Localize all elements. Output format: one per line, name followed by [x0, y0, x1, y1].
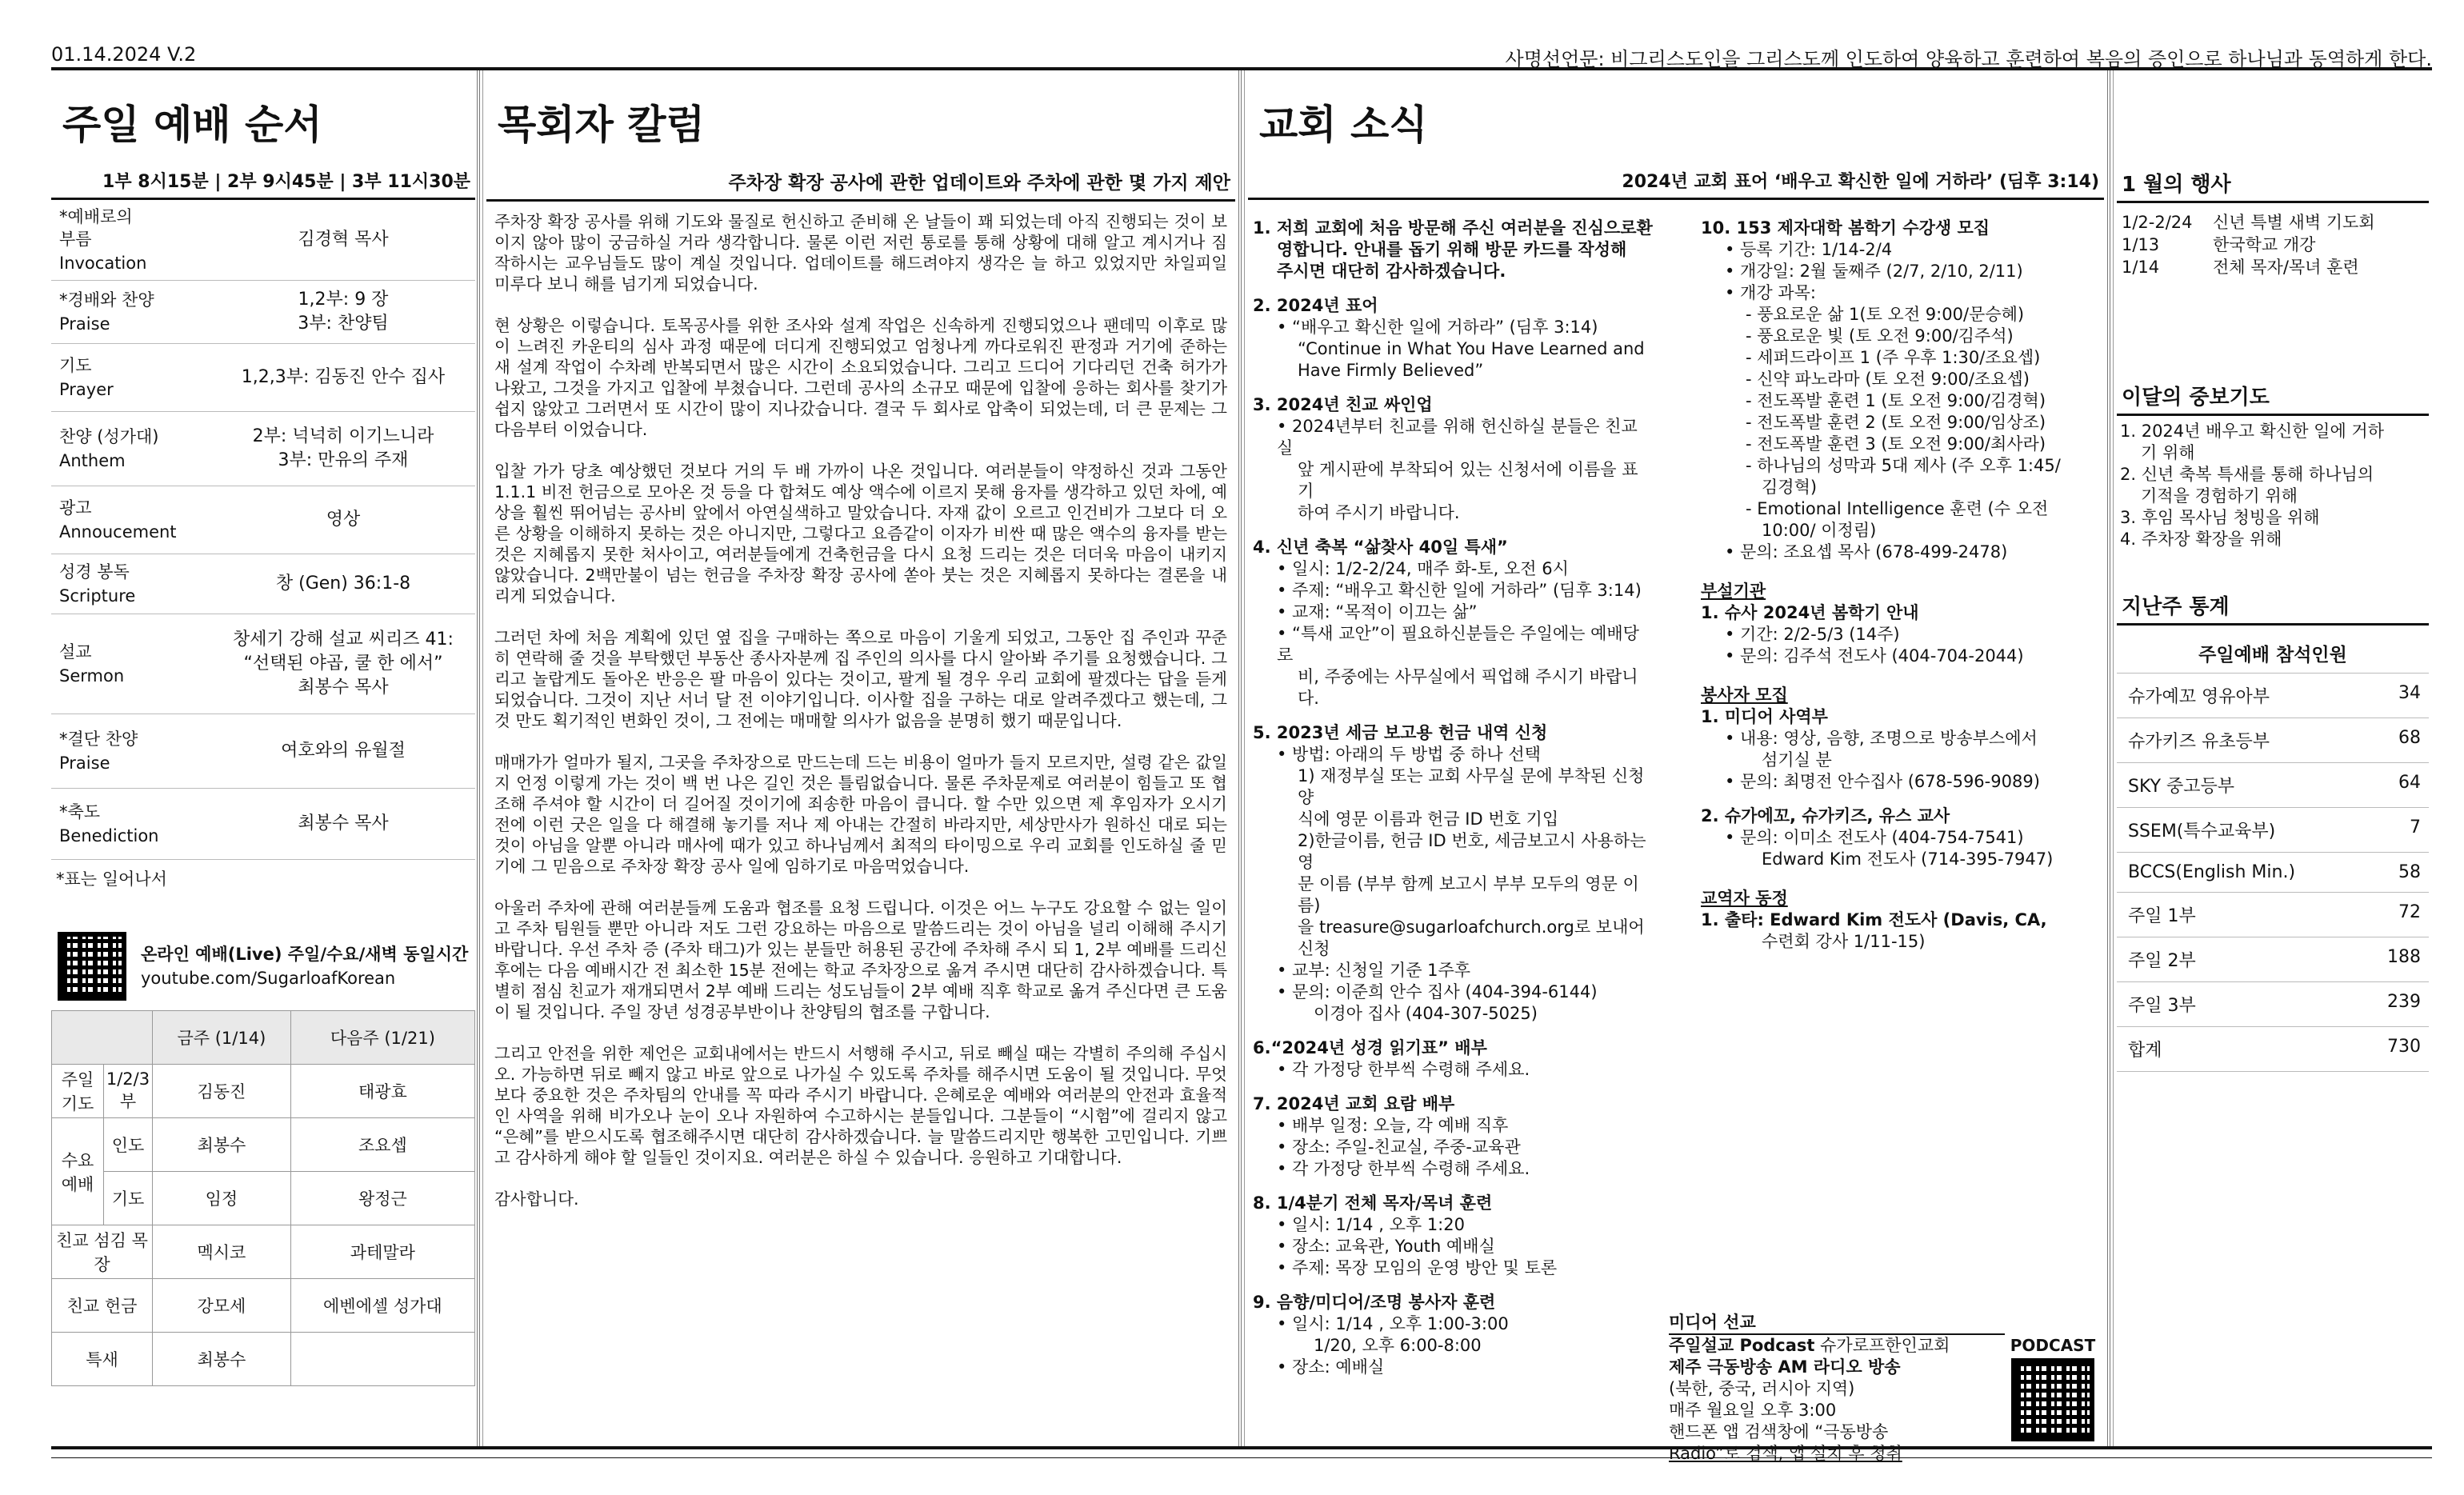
- service-item-ko: 기도: [59, 356, 92, 375]
- media-mission: [1669, 1312, 2101, 1465]
- duty-row: [52, 1225, 475, 1279]
- news-line: 3. 2024년 친교 싸인업: [1253, 395, 1433, 414]
- prayer-item: 3. 후임 목사님 청빙을 위해: [2120, 508, 2320, 527]
- news-line: 2. 2024년 표어: [1253, 296, 1378, 315]
- radio-app-note: 핸드폰 앱 검색창에 “극동방송: [1669, 1422, 1889, 1441]
- service-item: [51, 789, 475, 860]
- service-item-ko: *경배와 찬양: [59, 290, 154, 310]
- news-line: • 문의: 최명전 안수집사 (678-596-9089): [1725, 772, 2040, 791]
- news-line: 비, 주중에는 사무실에서 픽업해 주시기 바랍니다.: [1298, 667, 1638, 708]
- news-line: • 방법: 아래의 두 방법 중 하나 선택: [1277, 745, 1541, 764]
- attendance-count: 64: [2398, 773, 2421, 793]
- duty-sub: 1/2/3 부: [104, 1065, 153, 1118]
- column-paragraph: 매매가가 얼마가 될지, 그곳을 주차장으로 만드는데 드는 비용이 얼마가 들지 모르지만, 설령 같은 값일지 언정 이렇게 가는 것이 백 번 나은 길인 것은 틀림없습니다. 물론 주차문제로 여러분이 힘들고 또 협조해 주셔야 할 시간이 더 길어질 것이기에 죄송한 마음이 큽니다. 할 수만 있으면 제 후임자가 오시기 전에 이런 굿은 일을 다 해결해 놓기를 저나 제 아내는 간절히 바라지만, 세상만사가 원하신 대로 되는 것이 아님을 알뿐 아니라 매사에 때가 있고 하나님께서 최적의 타이밍으로 우리 교회를 인도하실 줄 믿기에 그 믿음으로 주차장 확장 공사 일에 임하기로 마음먹었습니다.: [494, 753, 1227, 876]
- news-line: • 문의: 이미소 전도사 (404-754-7541): [1725, 828, 2024, 847]
- attendance-count: 7: [2410, 817, 2421, 837]
- version-label: 01.14.2024 V.2: [51, 43, 197, 66]
- news-line: 1. 저희 교회에 처음 방문해 주신 여러분을 진심으로환: [1253, 218, 1653, 238]
- service-item: [51, 714, 475, 789]
- pastor-column-section: [486, 77, 1235, 1446]
- attendance-name: 주일 1부: [2128, 906, 2196, 926]
- news-line: 10:00/ 이정림): [1762, 521, 1877, 540]
- news-line: - 신약 파노라마 (토 오전 9:00/조요셉): [1746, 370, 2030, 389]
- attendance-name: SKY 중고등부: [2128, 777, 2235, 797]
- attendance-name: SSEM(특수교육부): [2128, 821, 2276, 841]
- news-line: - 전도폭발 훈련 2 (토 오전 9:00/임상조): [1746, 413, 2046, 432]
- duty-label: 특새: [52, 1333, 153, 1386]
- news-line: • 장소: 주일-친교실, 주중-교육관: [1277, 1137, 1521, 1157]
- news-line: • 기간: 2/2-5/3 (14주): [1725, 625, 1900, 644]
- service-item-value: 창세기 강해 설교 씨리즈 41: “선택된 야곱, 쿨 한 에서” 최봉수 목사: [233, 630, 454, 698]
- news-line: • 교재: “목적이 이끄는 삶”: [1277, 602, 1478, 622]
- duty-this-week: 강모세: [153, 1279, 291, 1333]
- duty-row: [52, 1172, 475, 1225]
- news-line: 1. 출타: Edward Kim 전도사 (Davis, CA,: [1701, 910, 2047, 929]
- column-paragraph: 아울러 주차에 관해 여러분들께 도움과 협조를 요청 드립니다. 이것은 어느 누구도 강요할 수 없는 일이고 주차 팀원들 뿐만 아니라 저도 그런 강요하는 마음으로 말씀드리는 것이 아님을 널리 이해해 주시기 바랍니다. 우선 주차 증 (주차 태그)가 있는 분들만 허용된 공간에 주차해 주시 되 1, 2부 예배를 드리신 후에는 다음 예배시간 전 최소한 15분 전에는 학교 주차장으로 옮겨 주시면 대단히 감사하겠습니다. 특별히 점심 친교가 재개되면서 2부 예배 드리는 성도님들이 2부 예배 직후 학교로 옮겨 주신다면 큰 도움이 될 것입니다. 주일 장년 성경공부반이나 찬양팀의 협조를 구합니다.: [494, 898, 1227, 1021]
- pastor-column-body: [486, 202, 1235, 1209]
- news-line: Edward Kim 전도사 (714-395-7947): [1762, 849, 2054, 869]
- attendance-name: 합계: [2128, 1041, 2162, 1061]
- attendance-row: [2117, 982, 2429, 1027]
- service-item-value: 여호와의 유월절: [281, 741, 406, 761]
- news-line: • 일시: 1/2-2/24, 매주 화-토, 오전 6시: [1277, 559, 1569, 578]
- column-divider: [2107, 70, 2114, 1446]
- youtube-link[interactable]: youtube.com/SugarloafKorean: [141, 969, 396, 988]
- news-line: 하여 주시기 바랍니다.: [1298, 503, 1460, 522]
- events-title: 1 월의 행사: [2117, 158, 2429, 203]
- news-line: • 문의: 이준희 안수 집사 (404-394-6144): [1277, 982, 1598, 1001]
- duty-row: [52, 1118, 475, 1172]
- news-line: • 각 가정당 한부씩 수령해 주세요.: [1277, 1159, 1530, 1178]
- news-line: • 주제: 목장 모임의 운영 방안 및 토론: [1277, 1258, 1558, 1277]
- service-item-value: 2부: 넉넉히 이기느니라 3부: 만유의 주재: [252, 426, 434, 470]
- service-item-ko: *결단 찬양: [59, 730, 138, 749]
- standing-note: *표는 일어나서: [56, 869, 167, 889]
- event-date: 1/2-2/24: [2122, 213, 2193, 232]
- qr-code-icon[interactable]: [58, 932, 126, 1001]
- service-item-label: [51, 614, 211, 714]
- service-item-en: Praise: [59, 314, 110, 334]
- service-item-en: Prayer: [59, 380, 114, 399]
- radio-title: 제주 극동방송 AM 라디오 방송: [1669, 1357, 1901, 1377]
- attendance-name: BCCS(English Min.): [2128, 862, 2296, 882]
- radio-region: (북한, 중국, 러시아 지역): [1669, 1379, 1855, 1398]
- prayer-item: 2. 신년 축복 특새를 통해 하나님의: [2120, 465, 2374, 484]
- attendance-count: 239: [2387, 992, 2421, 1012]
- event-item: [2117, 234, 2429, 256]
- attendance-row: [2117, 893, 2429, 937]
- service-item: [51, 412, 475, 486]
- news-line: 1) 재정부실 또는 교회 사무실 문에 부착된 신청 양: [1298, 766, 1645, 807]
- news-line: • 장소: 교육관, Youth 예배실: [1277, 1237, 1495, 1256]
- news-line: - 하나님의 성막과 5대 제사 (주 오후 1:45/: [1746, 456, 2061, 475]
- duty-this-week: 멕시코: [153, 1225, 291, 1279]
- pastor-column-subtitle: 주차장 확장 공사에 관한 업데이트와 주차에 관한 몇 가지 제안: [486, 160, 1235, 202]
- news-line: • 배부 일정: 오늘, 각 예배 직후: [1277, 1116, 1509, 1135]
- news-line: 섬기실 분: [1762, 750, 1832, 769]
- news-line: 8. 1/4분기 전체 목자/목녀 훈련: [1253, 1193, 1493, 1213]
- duty-sub: 기도: [104, 1172, 153, 1225]
- news-line: 5. 2023년 세금 보고용 헌금 내역 신청: [1253, 723, 1548, 742]
- duty-next-week: [290, 1333, 474, 1386]
- news-line: 을 treasure@sugarloafchurch.org로 보내어 신청: [1298, 917, 1645, 958]
- news-line: • 일시: 1/14 , 오후 1:00-3:00: [1277, 1314, 1509, 1333]
- prayer-item: 1. 2024년 배우고 확신한 일에 거하: [2120, 422, 2385, 441]
- duty-header-row: [52, 1011, 475, 1065]
- news-line: - 세퍼드라이프 1 (주 우후 1:30/조요셉): [1746, 348, 2041, 367]
- duty-label: 친교 섬김 목장: [52, 1225, 153, 1279]
- service-item: [51, 344, 475, 412]
- duty-label: 친교 헌금: [52, 1279, 153, 1333]
- news-line: 1. 미디어 사역부: [1701, 707, 1828, 726]
- attendance-name: 주일 2부: [2128, 951, 2196, 971]
- service-item-en: Anthem: [59, 451, 126, 470]
- column-paragraph: 현 상황은 이렇습니다. 토목공사를 위한 조사와 설계 작업은 신속하게 진행되었으나 팬데믹 이후로 많이 느려진 카운티의 심사 과정 때문에 더디게 진행되었고 엄청나게 까다로워진 판정과 거기에 준하는 새 설계 작업이 수차례 반복되면서 많은 시간이 소요되었습니다. 그리고 드디어 기다리던 건축 허가가 나왔고, 그것을 가지고 입찰에 부쳤습니다. 그런데 공사의 소규모 때문에 입찰에 응하는 회사를 찾기가 쉽지 않았고 그러면서 또 시간이 많이 지나갔습니다. 결국 두 회사로 압축이 되었는데, 더 큰 문제는 그 다음부터 이었습니다.: [494, 316, 1227, 439]
- online-worship: [51, 922, 475, 1010]
- prayer-item: 4. 주차장 확장을 위해: [2120, 530, 2282, 549]
- pastor-column-title: 목회자 칼럼: [498, 102, 705, 148]
- news-line: • 등록 기간: 1/14-2/4: [1725, 240, 1893, 259]
- news-line: 1/20, 오후 6:00-8:00: [1314, 1336, 1482, 1355]
- service-item: [51, 486, 475, 554]
- news-line: • 각 가정당 한부씩 수령해 주세요.: [1277, 1060, 1530, 1079]
- prayer-item: 기적을 경험하기 위해: [2141, 486, 2298, 506]
- service-item-label: [51, 486, 211, 554]
- side-section: [2117, 77, 2429, 1446]
- news-line: 문 이름 (부부 함께 보고시 부부 모두의 영문 이름): [1298, 874, 1639, 915]
- news-line: • 문의: 김주석 전도사 (404-704-2044): [1725, 646, 2024, 666]
- service-item-en: Sermon: [59, 666, 125, 686]
- event-desc: 전체 목자/목녀 훈련: [2213, 258, 2359, 277]
- attendance-title: 주일예배 참석인원: [2117, 626, 2429, 674]
- worship-title: 주일 예배 순서: [62, 102, 322, 148]
- news-line: 영합니다. 안내를 돕기 위해 방문 카드를 작성해: [1277, 240, 1627, 259]
- attendance-count: 34: [2398, 683, 2421, 703]
- service-times: 1부 8시15분 | 2부 9시45분 | 3부 11시30분: [51, 160, 475, 200]
- news-line: 이경아 집사 (404-307-5025): [1314, 1004, 1538, 1023]
- event-item: [2117, 256, 2429, 278]
- news-line: • 개강 과목:: [1725, 283, 1816, 302]
- news-line: • 주제: “배우고 확신한 일에 거하라” (딤후 3:14): [1277, 581, 1642, 600]
- duty-row: [52, 1333, 475, 1386]
- duty-this-week: 임정: [153, 1172, 291, 1225]
- stats-title: 지난주 통계: [2117, 581, 2429, 626]
- news-line: 식에 영문 이름과 헌금 ID 번호 기입: [1298, 809, 1559, 829]
- news-line: 앞 게시판에 부착되어 있는 신청서에 이름을 표기: [1298, 460, 1638, 501]
- duty-next-week: 에벤에셀 성가대: [290, 1279, 474, 1333]
- duty-header-cell: 금주 (1/14): [153, 1011, 291, 1065]
- service-order-list: [51, 200, 475, 860]
- service-item-value: 김경혁 목사: [298, 230, 389, 250]
- duty-sub: 인도: [104, 1118, 153, 1172]
- news-line: • 개강일: 2월 둘째주 (2/7, 2/10, 2/11): [1725, 262, 2023, 281]
- news-line: 부설기관: [1701, 582, 1766, 601]
- service-item-label: [51, 789, 211, 859]
- event-item: [2117, 211, 2429, 234]
- attendance-name: 슈가키즈 유초등부: [2128, 732, 2270, 752]
- news-line: • 일시: 1/14 , 오후 1:20: [1277, 1215, 1465, 1234]
- events-list: [2117, 203, 2429, 371]
- service-item-ko: 성경 봉독: [59, 562, 130, 582]
- news-line: 1. 슈사 2024년 봄학기 안내: [1701, 603, 1919, 622]
- service-item-ko: *축도: [59, 802, 101, 821]
- attendance-name: 주일 3부: [2128, 996, 2196, 1016]
- duty-next-week: 태광효: [290, 1065, 474, 1118]
- prayer-title: 이달의 중보기도: [2117, 371, 2429, 416]
- church-news-title: 교회 소식: [1259, 102, 1428, 148]
- service-item-ko2: 부름: [59, 230, 92, 249]
- news-line: - 전도폭발 훈련 3 (토 오전 9:00/최사라): [1746, 434, 2046, 454]
- service-item-value: 1,2부: 9 장 3부: 찬양팀: [298, 290, 389, 334]
- service-item-value: 최봉수 목사: [298, 813, 389, 833]
- event-date: 1/14: [2122, 258, 2160, 277]
- podcast-church: 슈가로프한인교회: [1814, 1336, 1950, 1355]
- duty-row: [52, 1279, 475, 1333]
- church-motto-text: 2024년 교회 표어 ‘배우고 확신한 일에 거하라’ (딤후 3:14): [1622, 172, 2099, 192]
- service-item-ko: 찬양 (성가대): [59, 427, 159, 446]
- attendance-count: 72: [2398, 902, 2421, 922]
- service-item-value: 영상: [326, 510, 361, 530]
- duty-header-cell: 다음주 (1/21): [290, 1011, 474, 1065]
- column-paragraph: 그러던 차에 처음 계획에 있던 옆 집을 구매하는 쪽으로 마음이 기울게 되었고, 그동안 집 주인과 꾸준히 연락해 줄 것을 부탁했던 부동산 종사자분께 집 주인의 의사를 다시 알아봐 주기를 요청했습니다. 그리고 놀랍게도 돌아온 반응은 팔 마음이 있다는 것이고, 팔게 될 경우 우리 교회에 팔겠다는 답을 듣게 되었습니다. 그것이 지난 서너 달 전 이야기입니다. 이사할 집을 구하는 대로 알려주겠다고 했는데, 그것 만도 획기적인 변화인 것이, 그 전에는 매매할 의사가 없음을 분명히 했기 때문입니다.: [494, 628, 1227, 730]
- duty-next-week: 과테말라: [290, 1225, 474, 1279]
- news-line: • 2024년부터 친교를 위해 헌신하실 분들은 친교실: [1277, 417, 1638, 458]
- service-item-label: [51, 554, 211, 614]
- news-line: • “특새 교안”이 필요하신분들은 주일에는 예배당 로: [1277, 624, 1639, 665]
- news-line: 10. 153 제자대학 봄학기 수강생 모집: [1701, 218, 1990, 238]
- news-line: • “배우고 확신한 일에 거하라” (딤후 3:14): [1277, 318, 1598, 337]
- duty-row: [52, 1065, 475, 1118]
- service-item-ko: *예배로의: [59, 207, 133, 226]
- service-item-en: Scripture: [59, 586, 136, 606]
- attendance-row: [2117, 674, 2429, 718]
- service-item-value: 1,2,3부: 김동진 안수 집사: [241, 367, 446, 387]
- news-line: 교역자 동정: [1701, 889, 1788, 908]
- event-desc: 한국학교 개강: [2213, 235, 2316, 254]
- prayer-list: [2117, 416, 2429, 581]
- attendance-row: [2117, 937, 2429, 982]
- service-item: [51, 614, 475, 714]
- radio-time: 매주 월요일 오후 3:00: [1669, 1401, 1837, 1420]
- service-item-en: Annoucement: [59, 522, 177, 542]
- attendance-row: [2117, 1027, 2429, 1072]
- service-item-en: Praise: [59, 753, 110, 773]
- worship-order-section: [51, 77, 475, 1446]
- news-line: 2. 슈가에꼬, 슈가키즈, 유스 교사: [1701, 806, 1950, 825]
- column-paragraph: 감사합니다.: [494, 1189, 579, 1209]
- attendance-count: 58: [2398, 862, 2421, 882]
- news-line: • 장소: 예배실: [1277, 1357, 1385, 1377]
- column-paragraph: 그리고 안전을 위한 제언은 교회내에서는 반드시 서행해 주시고, 뒤로 빼실 때는 각별히 주의해 주십시오. 가능하면 뒤로 빼지 않고 바로 앞으로 나가실 수 있도록 주차를 해주시면 도움이 될 것입니다. 무엇보다 중요한 것은 주차팀의 안내를 꼭 따라 주시기 바랍니다. 은혜로운 예배와 여러분의 안전과 효율적인 사역을 위해 비가오나 눈이 오나 자원하여 수고하시는 분들입니다. 그분들이 “시험”에 걸리지 않고 “은혜”를 받으시도록 협조해주시면 대단히 감사하겠습니다. 늘 말씀드리지만 행복한 고민입니다. 기쁘고 감사하게 해야 할 일들인 것이지요. 여러분은 하실 수 있습니다. 응원하고 기대합니다.: [494, 1044, 1227, 1167]
- news-line: • 문의: 조요셉 목사 (678-499-2478): [1725, 542, 2008, 562]
- duty-table: [51, 1010, 475, 1386]
- duty-label: 주일 기도: [52, 1065, 104, 1118]
- attendance-name: 슈가예꼬 영유아부: [2128, 687, 2270, 707]
- service-item-label: [51, 344, 211, 411]
- service-item-en: Benediction: [59, 826, 159, 845]
- duty-this-week: 최봉수: [153, 1118, 291, 1172]
- podcast-qr-label: PODCAST: [2010, 1336, 2096, 1355]
- service-item-value: 창 (Gen) 36:1-8: [275, 574, 411, 594]
- attendance-row: [2117, 763, 2429, 808]
- news-line: 주시면 대단히 감사하겠습니다.: [1277, 262, 1506, 281]
- news-line: 김경혁): [1762, 478, 1818, 497]
- news-line: Have Firmly Believed”: [1298, 361, 1484, 380]
- news-line: - 전도폭발 훈련 1 (토 오전 9:00/김경혁): [1746, 391, 2046, 410]
- service-item-label: [51, 281, 211, 343]
- column-divider: [1238, 70, 1245, 1446]
- news-right-list: [1701, 205, 2101, 953]
- mission-statement: 사명선언문: 비그리스도인을 그리스도께 인도하여 양육하고 훈련하여 복음의 증인으로 하나님과 동역하게 한다.: [1505, 48, 2432, 70]
- news-line: 수련회 강사 1/11-15): [1762, 932, 1926, 951]
- service-item-ko: 광고: [59, 498, 92, 518]
- attendance-row: [2117, 808, 2429, 853]
- news-line: 9. 음향/미디어/조명 봉사자 훈련: [1253, 1293, 1496, 1312]
- online-worship-title: 온라인 예배(Live) 주일/수요/새벽 동일시간: [141, 945, 469, 964]
- news-line: 4. 신년 축복 “삶찾사 40일 특새”: [1253, 538, 1508, 557]
- attendance-count: 730: [2387, 1037, 2421, 1057]
- duty-next-week: 왕정근: [290, 1172, 474, 1225]
- news-line: - 풍요로운 삶 1(토 오전 9:00/문승혜): [1746, 305, 2025, 324]
- church-news-section: [1248, 77, 2104, 1463]
- radio-app-note2: Radio”로 검색, 앱 설치 후 청취: [1669, 1444, 1902, 1463]
- service-item-ko: 설교: [59, 642, 92, 662]
- service-item-label: [51, 200, 211, 280]
- church-motto: [1248, 160, 2104, 200]
- news-left-list: [1253, 205, 1653, 1378]
- media-title: 미디어 선교: [1669, 1312, 2005, 1335]
- news-line: - 풍요로운 빛 (토 오전 9:00/김주석): [1746, 326, 2014, 346]
- podcast-label: 주일설교 Podcast: [1669, 1336, 1815, 1355]
- duty-label: 수요 예배: [52, 1118, 104, 1225]
- news-line: 봉사자 모집: [1701, 686, 1788, 705]
- prayer-item: 기 위해: [2141, 443, 2195, 462]
- service-item: [51, 554, 475, 614]
- news-line: • 내용: 영상, 음향, 조명으로 방송부스에서: [1725, 729, 2038, 748]
- attendance-count: 188: [2387, 947, 2421, 967]
- column-paragraph: 입찰 가가 당초 예상했던 것보다 거의 두 배 가까이 나온 것입니다. 여러분들이 약정하신 것과 그동안 1.1.1 비전 헌금으로 모아온 것 등을 다 합쳐도 예상 액수에 이르지 못해 융자를 생각하고 있던 차에, 예상을 훨씬 뛰어넘는 공사비 앞에서 아연실색하고 말았습니다. 자재 값이 오르고 인건비가 그보다 더 오른 상황을 이해하지 못하는 것은 아니지만, 그렇다고 요즘같이 이자가 비싼 때 많은 액수의 융자를 받는 것은 지혜롭지 못한 처사이고, 여러분들에게 건축헌금을 다시 요청 드리는 것은 더더욱 마음이 내키지 않았습니다. 2백만불이 넘는 헌금을 주차장 확장 공사에 쏟아 붓는 것은 지혜롭지 못하다는 결론을 내리게 되었습니다.: [494, 462, 1227, 606]
- event-date: 1/13: [2122, 235, 2160, 254]
- column-divider: [477, 70, 483, 1446]
- news-line: “Continue in What You Have Learned and: [1298, 339, 1645, 358]
- column-paragraph: 주차장 확장 공사를 위해 기도와 물질로 헌신하고 준비해 온 날들이 꽤 되었는데 아직 진행되는 것이 보이지 않아 많이 궁금하실 거라 생각합니다. 물론 이런 저런 통로를 통해 상황에 대해 알고 계시거나 짐작하시는 교우님들도 많이 계실 것입니다. 업데이트를 해드려야지 생각은 늘 하고 있었지만 차일피일 미루다 보니 해를 넘기게 되었습니다.: [494, 212, 1227, 294]
- event-desc: 신년 특별 새벽 기도회: [2213, 213, 2375, 232]
- duty-header-cell: [52, 1011, 153, 1065]
- service-item-en: Invocation: [59, 254, 147, 273]
- attendance-row: [2117, 853, 2429, 893]
- news-line: - Emotional Intelligence 훈련 (수 오전: [1746, 499, 2049, 518]
- podcast-qr-icon[interactable]: [2011, 1358, 2094, 1441]
- attendance-table: [2117, 674, 2429, 1072]
- duty-this-week: 김동진: [153, 1065, 291, 1118]
- news-line: 2)한글이름, 헌금 ID 번호, 세금보고시 사용하는 영: [1298, 831, 1646, 872]
- news-line: 6.“2024년 성경 읽기표” 배부: [1253, 1038, 1487, 1057]
- service-item: [51, 281, 475, 344]
- service-item: [51, 200, 475, 281]
- duty-next-week: 조요셉: [290, 1118, 474, 1172]
- news-line: 7. 2024년 교회 요람 배부: [1253, 1094, 1455, 1113]
- attendance-count: 68: [2398, 728, 2421, 748]
- service-item-label: [51, 714, 211, 788]
- attendance-row: [2117, 718, 2429, 763]
- service-item-label: [51, 412, 211, 486]
- duty-this-week: 최봉수: [153, 1333, 291, 1386]
- news-line: • 교부: 신청일 기준 1주후: [1277, 961, 1471, 980]
